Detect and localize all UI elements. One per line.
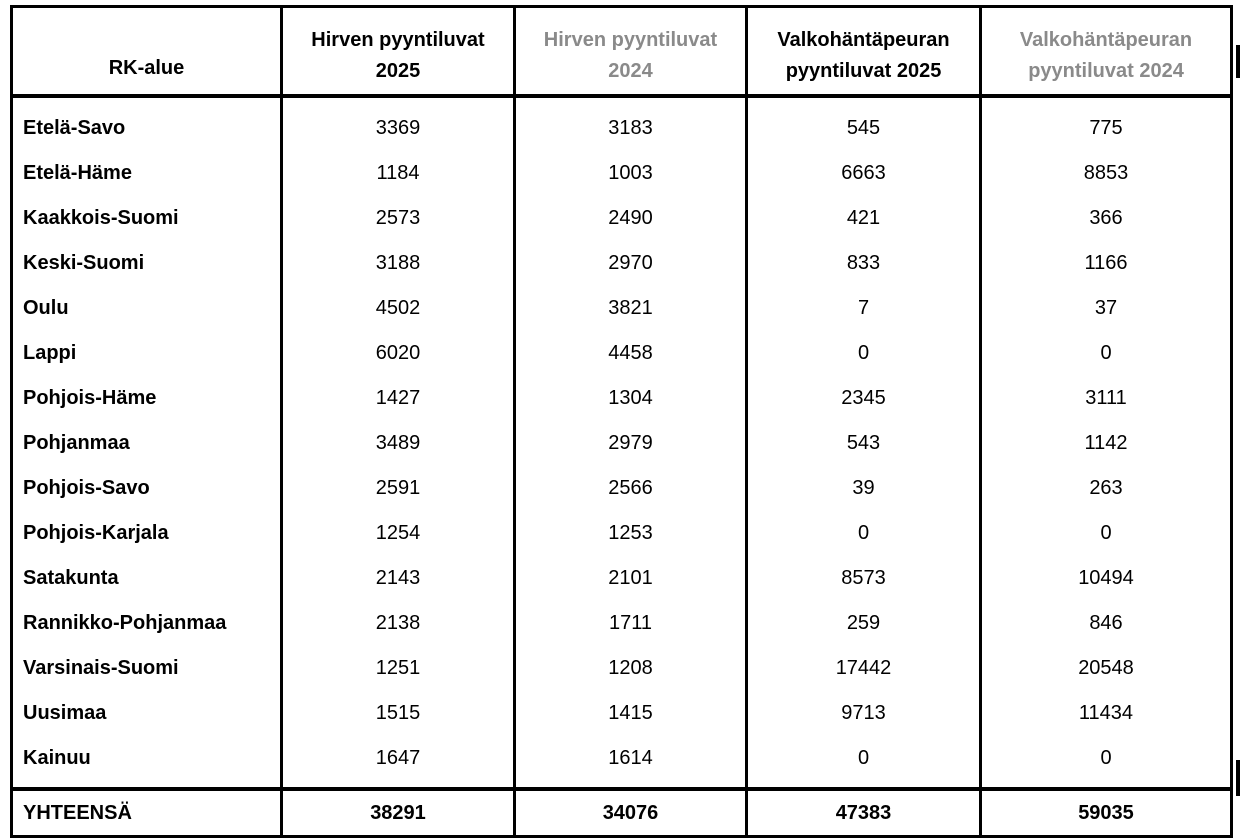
- adjacent-column-border: [1236, 760, 1240, 796]
- cell-region: Oulu: [12, 286, 282, 331]
- cell-moose-2025: 1515: [282, 691, 515, 736]
- cell-deer-2025: 7: [747, 286, 981, 331]
- total-moose-2024: 34076: [515, 789, 747, 837]
- header-line: RK-alue: [108, 57, 185, 79]
- cell-region: Varsinais-Suomi: [12, 646, 282, 691]
- cell-deer-2025: 8573: [747, 556, 981, 601]
- table-row: [12, 151, 1232, 196]
- cell-region: Etelä-Häme: [12, 151, 282, 196]
- cell-moose-2025: 2573: [282, 196, 515, 241]
- cell-region: Pohjanmaa: [12, 421, 282, 466]
- cell-moose-2025: 3369: [282, 96, 515, 151]
- cell-moose-2025: 2143: [282, 556, 515, 601]
- cell-deer-2024: 263: [981, 466, 1232, 511]
- cell-deer-2024: 3111: [981, 376, 1232, 421]
- table-row: [12, 376, 1232, 421]
- cell-deer-2025: 17442: [747, 646, 981, 691]
- table-row: [12, 96, 1232, 151]
- cell-deer-2024: 37: [981, 286, 1232, 331]
- cell-moose-2024: 1253: [515, 511, 747, 556]
- cell-deer-2025: 421: [747, 196, 981, 241]
- total-deer-2024: 59035: [981, 789, 1232, 837]
- header-line: 2025: [375, 60, 421, 82]
- cell-moose-2024: 2101: [515, 556, 747, 601]
- cell-deer-2024: 0: [981, 331, 1232, 376]
- cell-deer-2024: 775: [981, 96, 1232, 151]
- table-row: [12, 196, 1232, 241]
- cell-moose-2025: 3489: [282, 421, 515, 466]
- cell-deer-2024: 366: [981, 196, 1232, 241]
- table-body: [12, 96, 1232, 789]
- cell-moose-2025: 1184: [282, 151, 515, 196]
- cell-moose-2025: 1251: [282, 646, 515, 691]
- cell-moose-2024: 4458: [515, 331, 747, 376]
- cell-deer-2024: 11434: [981, 691, 1232, 736]
- table-row: [12, 691, 1232, 736]
- table-row: [12, 331, 1232, 376]
- cell-region: Kaakkois-Suomi: [12, 196, 282, 241]
- cell-deer-2025: 2345: [747, 376, 981, 421]
- total-label: YHTEENSÄ: [12, 789, 282, 837]
- column-header-moose-2025: [282, 7, 515, 97]
- header-line: Valkohäntäpeuran: [1019, 29, 1193, 51]
- cell-deer-2025: 39: [747, 466, 981, 511]
- table-row: [12, 421, 1232, 466]
- cell-deer-2025: 0: [747, 331, 981, 376]
- cell-moose-2025: 4502: [282, 286, 515, 331]
- cell-region: Rannikko-Pohjanmaa: [12, 601, 282, 646]
- cell-deer-2024: 1142: [981, 421, 1232, 466]
- cell-region: Lappi: [12, 331, 282, 376]
- table-row: [12, 646, 1232, 691]
- cell-moose-2024: 2979: [515, 421, 747, 466]
- cell-region: Pohjois-Savo: [12, 466, 282, 511]
- cell-region: Pohjois-Karjala: [12, 511, 282, 556]
- cell-deer-2024: 0: [981, 736, 1232, 789]
- cell-moose-2024: 1003: [515, 151, 747, 196]
- column-header-deer-2025: [747, 7, 981, 97]
- cell-region: Uusimaa: [12, 691, 282, 736]
- cell-deer-2025: 0: [747, 736, 981, 789]
- total-deer-2025: 47383: [747, 789, 981, 837]
- cell-deer-2025: 0: [747, 511, 981, 556]
- header-line: pyyntiluvat 2025: [785, 60, 942, 82]
- cell-moose-2024: 3821: [515, 286, 747, 331]
- column-header-region: [12, 7, 282, 97]
- cell-moose-2024: 1614: [515, 736, 747, 789]
- adjacent-column-border: [1236, 45, 1240, 78]
- column-header-deer-2024: [981, 7, 1232, 97]
- cell-moose-2024: 3183: [515, 96, 747, 151]
- table-footer: [12, 789, 1232, 837]
- cell-region: Kainuu: [12, 736, 282, 789]
- cell-region: Keski-Suomi: [12, 241, 282, 286]
- hunting-permits-table: [10, 5, 1233, 838]
- cell-moose-2024: 2970: [515, 241, 747, 286]
- cell-deer-2024: 846: [981, 601, 1232, 646]
- header-line: Valkohäntäpeuran: [777, 29, 950, 51]
- cell-moose-2024: 1304: [515, 376, 747, 421]
- table-row: [12, 556, 1232, 601]
- header-line: 2024: [608, 60, 653, 82]
- table-row: [12, 286, 1232, 331]
- header-row: [12, 7, 1232, 97]
- column-header-moose-2024: [515, 7, 747, 97]
- table-row: [12, 466, 1232, 511]
- table-row: [12, 241, 1232, 286]
- cell-deer-2024: 20548: [981, 646, 1232, 691]
- total-moose-2025: 38291: [282, 789, 515, 837]
- cell-moose-2025: 6020: [282, 331, 515, 376]
- cell-deer-2025: 6663: [747, 151, 981, 196]
- cell-moose-2025: 1427: [282, 376, 515, 421]
- cell-deer-2025: 545: [747, 96, 981, 151]
- cell-moose-2024: 2566: [515, 466, 747, 511]
- cell-deer-2024: 1166: [981, 241, 1232, 286]
- cell-moose-2025: 1647: [282, 736, 515, 789]
- header-line: Hirven pyyntiluvat: [311, 29, 485, 51]
- cell-moose-2025: 3188: [282, 241, 515, 286]
- cell-deer-2024: 10494: [981, 556, 1232, 601]
- cell-region: Etelä-Savo: [12, 96, 282, 151]
- cell-deer-2025: 9713: [747, 691, 981, 736]
- cell-moose-2025: 1254: [282, 511, 515, 556]
- cell-moose-2024: 1415: [515, 691, 747, 736]
- cell-moose-2024: 1208: [515, 646, 747, 691]
- header-line: Hirven pyyntiluvat: [543, 29, 718, 51]
- cell-region: Pohjois-Häme: [12, 376, 282, 421]
- cell-moose-2025: 2591: [282, 466, 515, 511]
- table-header: [12, 7, 1232, 97]
- cell-moose-2024: 2490: [515, 196, 747, 241]
- cell-deer-2025: 259: [747, 601, 981, 646]
- cell-deer-2025: 833: [747, 241, 981, 286]
- cell-moose-2025: 2138: [282, 601, 515, 646]
- table-row: [12, 601, 1232, 646]
- table-row: [12, 736, 1232, 789]
- cell-deer-2025: 543: [747, 421, 981, 466]
- cell-region: Satakunta: [12, 556, 282, 601]
- total-row: [12, 789, 1232, 837]
- cell-deer-2024: 0: [981, 511, 1232, 556]
- table-row: [12, 511, 1232, 556]
- header-line: pyyntiluvat 2024: [1028, 60, 1184, 82]
- cell-moose-2024: 1711: [515, 601, 747, 646]
- cell-deer-2024: 8853: [981, 151, 1232, 196]
